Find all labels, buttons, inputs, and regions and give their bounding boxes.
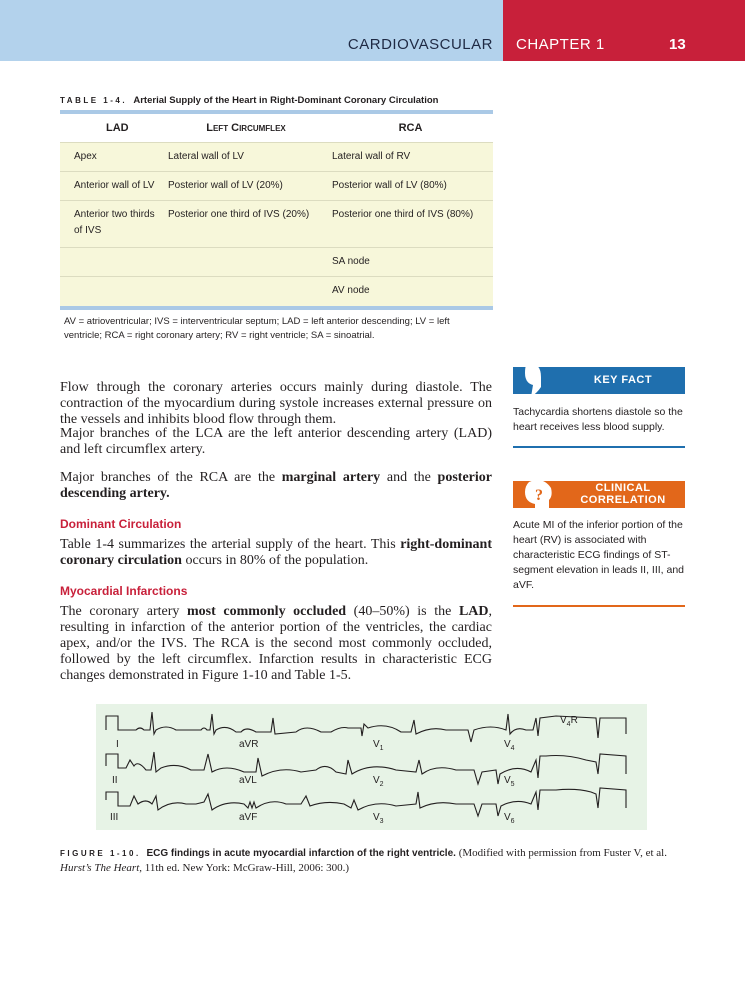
ecg-strip-row-3 bbox=[106, 788, 626, 816]
table-footnote: AV = atrioventricular; IVS = interventricular septum; LAD = left anterior descending; LV = left ventricle; RCA = right coronary artery; RV = right ventricle; SA = sinoatrial. bbox=[64, 316, 450, 341]
bold-term: posterior descending artery. bbox=[60, 470, 492, 501]
lead-letter: V bbox=[504, 775, 511, 786]
lead-letter: V bbox=[373, 739, 380, 750]
table-cell bbox=[164, 248, 328, 277]
lead-letter: V bbox=[560, 715, 567, 726]
table-cell: Apex bbox=[60, 143, 164, 172]
lead-label-aVL: aVL bbox=[239, 775, 257, 786]
key-fact-text: Tachycardia shortens diastole so the heart receives less blood supply. bbox=[513, 406, 683, 433]
bold-term: most commonly occluded bbox=[186, 604, 347, 619]
subheading-dominant-circulation: Dominant Circulation bbox=[60, 517, 182, 531]
question-head-icon bbox=[521, 478, 561, 512]
lead-label-V1 bbox=[373, 739, 384, 752]
lead-label-V4 bbox=[504, 739, 515, 752]
clinical-correlation-rule bbox=[513, 605, 685, 607]
ecg-figure bbox=[96, 704, 647, 830]
text-run: The coronary artery bbox=[60, 604, 187, 619]
table-row bbox=[60, 143, 493, 172]
figure-title: ECG findings in acute myocardial infarction of the right ventricle. bbox=[146, 848, 456, 859]
lead-letter: V bbox=[504, 812, 511, 823]
table-cell: AV node bbox=[328, 277, 493, 306]
lead-subscript: 5 bbox=[510, 781, 515, 788]
table-label: TABLE 1-4. bbox=[60, 96, 128, 105]
lead-label-aVF: aVF bbox=[239, 812, 258, 823]
lead-label-V4R bbox=[560, 715, 578, 728]
table-header-row bbox=[60, 114, 493, 143]
table-cell: Anterior wall of LV bbox=[60, 172, 164, 201]
lead-subscript: 4 bbox=[510, 745, 515, 752]
table-title: Arterial Supply of the Heart in Right-Dominant Coronary Circulation bbox=[133, 95, 439, 106]
lead-letter: V bbox=[373, 775, 380, 786]
clinical-correlation-text: Acute MI of the inferior portion of the heart (RV) is associated with characteristic ECG findings of ST-segment elevation in leads II, III, and aVF. bbox=[513, 519, 685, 591]
text-run: (40–50%) is the bbox=[346, 604, 459, 619]
paragraph-dominant-circulation bbox=[60, 537, 492, 569]
paragraph-rca-branches bbox=[60, 470, 492, 502]
paragraph-myocardial-infarctions bbox=[60, 604, 492, 684]
paragraph-lca-branches: Major branches of the LCA are the left anterior descending artery (LAD) and left circumflex artery. bbox=[60, 426, 492, 457]
text-run: and the bbox=[380, 470, 438, 485]
table-row bbox=[60, 248, 493, 277]
table-cell: Posterior wall of LV (80%) bbox=[328, 172, 493, 201]
bold-term: LAD bbox=[458, 604, 489, 619]
header-lad: LAD bbox=[60, 114, 164, 143]
key-fact-title: KEY FACT bbox=[593, 374, 653, 386]
table-row bbox=[60, 172, 493, 201]
table-caption bbox=[60, 95, 438, 106]
key-fact-banner bbox=[513, 367, 685, 394]
bold-term: right-dominant coronary circulation bbox=[60, 537, 492, 568]
lead-letter: V bbox=[373, 812, 380, 823]
table-cell: Lateral wall of LV bbox=[164, 143, 328, 172]
ecg-strip-row-1 bbox=[106, 712, 626, 742]
lead-subscript: 3 bbox=[379, 818, 384, 825]
key-fact-icon bbox=[519, 363, 559, 399]
arterial-supply-table bbox=[60, 110, 493, 310]
table-row bbox=[60, 201, 493, 248]
table-bottom-rule bbox=[60, 306, 493, 310]
lead-label-II: II bbox=[112, 775, 118, 786]
clinical-correlation-banner bbox=[513, 481, 685, 508]
key-fact-rule bbox=[513, 446, 685, 448]
bold-term: marginal artery bbox=[281, 470, 381, 485]
figure-label: FIGURE 1-10. bbox=[60, 849, 141, 858]
figure-caption bbox=[60, 846, 690, 875]
lead-subscript: 1 bbox=[379, 745, 384, 752]
running-head-section: CARDIOVASCULAR bbox=[347, 36, 493, 53]
lead-label-I: I bbox=[116, 739, 119, 750]
lead-label-aVR: aVR bbox=[239, 739, 259, 750]
subheading-myocardial-infarctions: Myocardial Infarctions bbox=[60, 584, 188, 598]
clinical-title-line: CLINICAL bbox=[595, 482, 651, 494]
table-cell: Posterior one third of IVS (80%) bbox=[328, 201, 493, 248]
text-run: occurs in 80% of the population. bbox=[181, 553, 369, 568]
lead-label-V6 bbox=[504, 812, 515, 825]
table-cell: SA node bbox=[328, 248, 493, 277]
table-cell bbox=[60, 277, 164, 306]
table-cell bbox=[60, 248, 164, 277]
svg-text:?: ? bbox=[535, 487, 543, 504]
caption-source-title: Hurst’s The Heart bbox=[60, 862, 140, 874]
text-run: , resulting in infarction of the anterior portion of the ventricles, the cardiac apex, and/or the IVS. The RCA is the second most commonly occluded, followed by the left circumflex. Infarction results in characteristic ECG changes demonstrated in Figure 1-10 and Table 1-5. bbox=[60, 604, 492, 683]
lead-subscript: 6 bbox=[510, 818, 515, 825]
lead-label-V5 bbox=[504, 775, 515, 788]
lead-subscript: 4 bbox=[566, 721, 571, 728]
paragraph-diastole: Flow through the coronary arteries occurs mainly during diastole. The contraction of the myocardium during systole increases external pressure on the vessels and inhibits blood flow through them. bbox=[60, 380, 492, 427]
page-number: 13 bbox=[669, 36, 686, 53]
lead-label-V3 bbox=[373, 812, 384, 825]
text-run: Major branches of the RCA are the bbox=[60, 470, 282, 485]
text-run: Table 1-4 summarizes the arterial supply of the heart. This bbox=[60, 537, 401, 552]
clinical-title-line: CORRELATION bbox=[580, 494, 666, 506]
lead-subscript: 2 bbox=[379, 781, 384, 788]
table-cell bbox=[164, 277, 328, 306]
caption-text: , 11th ed. New York: McGraw-Hill, 2006: 300.) bbox=[139, 862, 350, 874]
table-cell: Posterior one third of IVS (20%) bbox=[164, 201, 328, 248]
header-left-circumflex: Left Circumflex bbox=[164, 114, 328, 143]
table-cell: Anterior two thirds of IVS bbox=[60, 201, 164, 248]
running-head-chapter: CHAPTER 1 bbox=[516, 36, 605, 53]
lead-letter: V bbox=[504, 739, 511, 750]
clinical-correlation-title bbox=[573, 482, 673, 506]
table-row bbox=[60, 277, 493, 306]
table-cell: Lateral wall of RV bbox=[328, 143, 493, 172]
lead-suffix: R bbox=[570, 715, 578, 726]
lead-label-V2 bbox=[373, 775, 384, 788]
ecg-strip-row-2 bbox=[106, 752, 626, 784]
lead-label-III: III bbox=[110, 812, 119, 823]
caption-text: (Modified with permission from Fuster V, et al. bbox=[455, 847, 667, 859]
table-cell: Posterior wall of LV (20%) bbox=[164, 172, 328, 201]
header-rca: RCA bbox=[328, 114, 493, 143]
